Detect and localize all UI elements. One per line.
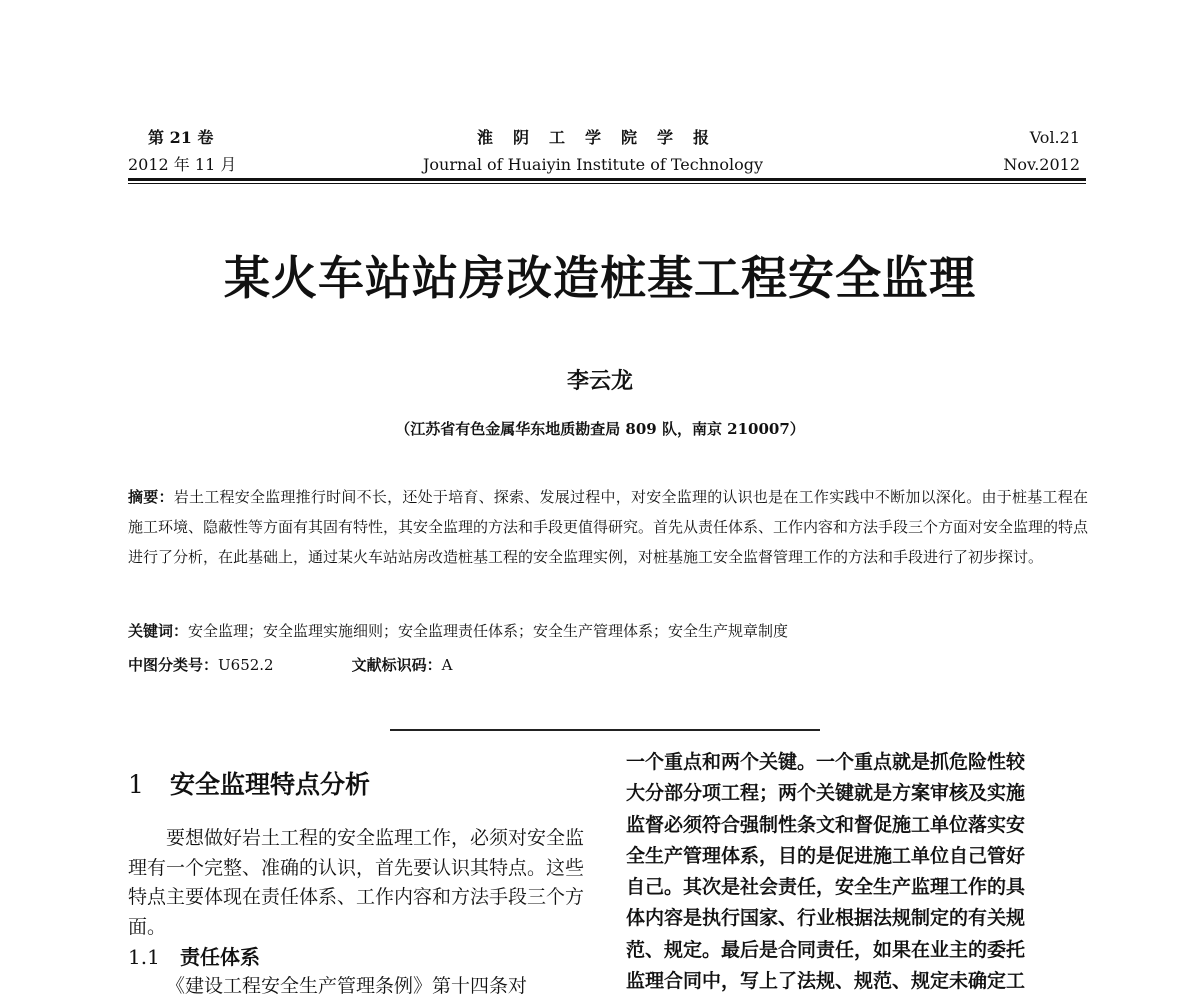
right-column-line: 自己。其次是社会责任，安全生产监理工作的具 [626,876,1026,899]
right-column-line: 范、规定。最后是合同责任，如果在业主的委托 [626,938,1026,961]
header-rule-thick [128,178,1086,181]
classification-line [128,651,1088,679]
abstract-label: 摘要： [128,488,174,506]
section-1-heading [128,762,584,808]
right-column-line: 全生产管理体系，目的是促进施工单位自己管好 [626,844,1026,867]
abstract-text: 岩土工程安全监理推行时间不长，还处于培育、探索、发展过程中，对安全监理的认识也是在工作实践中不断加以深化。由于桩基工程在施工环境、隐蔽性等方面有其固有特性，其安全监理的方法和手段更值得研究。首先从责任体系、工作内容和方法手段三个方面对安全监理的特点进行了分析，在此基础上，通过某火车站站房改造桩基工程的安全监理实例，对桩基施工安全监督管理工作的方法和手段进行了初步探讨。 [128,488,1089,566]
volume-en: Vol.21 [1029,128,1080,147]
running-header [128,124,1086,180]
section-1-1-number: 1.1 [128,945,160,969]
right-column [626,747,1084,997]
section-1-1-title: 责任体系 [180,945,260,969]
header-left [128,124,236,178]
section-1-1-heading [128,942,584,972]
author-affiliation: （江苏省有色金属华东地质勘查局 809 队，南京 210007） [395,420,805,438]
section-1-title: 安全监理特点分析 [170,770,371,799]
date-cn: 2012 年 11 月 [128,155,237,174]
right-column-line: 体内容是执行国家、行业根据法规制定的有关规 [626,907,1026,930]
header-right [1003,124,1080,178]
section-1-number: 1 [128,770,144,799]
journal-name-cn: 淮阴工学院学报 [476,128,729,147]
journal-name-en: Journal of Huaiyin Institute of Technology [422,155,764,174]
abstract [128,482,1088,572]
volume-cn: 第 21 卷 [148,128,214,147]
date-en: Nov.2012 [1003,155,1080,174]
article-author: 李云龙 [566,368,633,394]
right-column-line: 大分部分项工程；两个关键就是方案审核及实施 [626,782,1026,805]
left-column [128,762,584,1002]
section-separator [390,729,820,731]
doc-code-value: A [441,656,453,674]
doc-code-label: 文献标识码： [351,656,442,674]
right-column-line: 一个重点和两个关键。一个重点就是抓危险性较 [626,751,1026,773]
right-column-line: 监理合同中，写上了法规、规范、规定未确定工 [626,970,1026,993]
clc-label: 中图分类号： [128,656,219,674]
header-center [418,124,768,178]
keywords-text: 安全监理；安全监理实施细则；安全监理责任体系；安全生产管理体系；安全生产规章制度 [188,622,789,640]
section-1-1-paragraph: 《建设工程安全生产管理条例》第十四条对 [166,975,528,997]
keywords [128,617,1088,645]
right-column-line: 监督必须符合强制性条文和督促施工单位落实安 [626,813,1026,836]
article-title: 某火车站站房改造桩基工程安全监理 [224,251,976,305]
header-rule-thin [128,183,1086,184]
clc-value: U652.2 [218,656,274,674]
keywords-label: 关键词： [128,622,189,640]
section-1-paragraph: 要想做好岩土工程的安全监理工作，必须对安全监理有一个完整、准确的认识，首先要认识其特点。这些特点主要体现在责任体系、工作内容和方法手段三个方面。 [128,827,585,938]
